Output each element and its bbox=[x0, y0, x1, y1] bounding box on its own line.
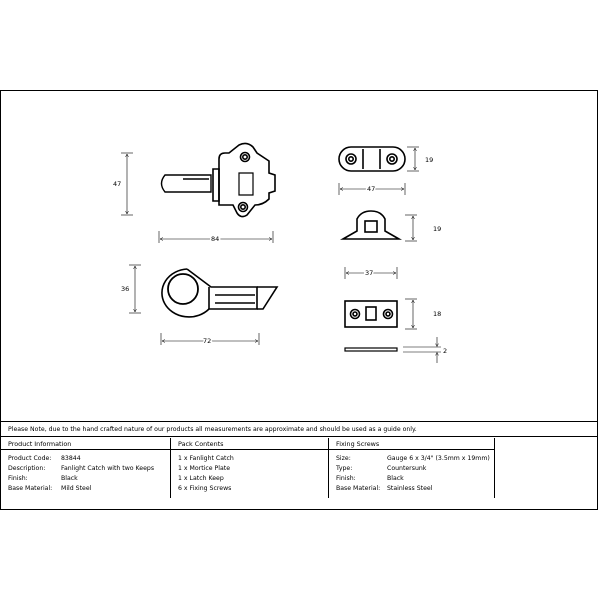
latch-keep-thickness-lines bbox=[403, 337, 441, 363]
info-tables bbox=[1, 438, 597, 510]
dim-latch-keep-thickness: 2 bbox=[443, 347, 448, 355]
technical-drawing bbox=[1, 91, 599, 421]
pack-contents-heading: Pack Contents bbox=[171, 438, 328, 450]
table-row: Product Code: 83844 bbox=[8, 455, 81, 462]
dim-plate-height: 19 bbox=[425, 156, 434, 164]
fixing-screws-table bbox=[329, 438, 495, 498]
latch-keep-dimension-lines bbox=[345, 267, 417, 329]
fanlight-keep-drawing bbox=[162, 269, 277, 317]
dim-latch-keep-width: 37 bbox=[365, 269, 374, 277]
list-item: 1 x Fanlight Catch bbox=[178, 455, 234, 462]
dim-plate-width: 47 bbox=[367, 185, 376, 193]
fixing-screws-heading: Fixing Screws bbox=[329, 438, 494, 450]
plate-side-dimension-lines bbox=[405, 215, 417, 241]
latch-keep-drawing bbox=[345, 301, 397, 327]
latch-keep-edge-drawing bbox=[345, 348, 397, 351]
catch-dimension-lines bbox=[121, 153, 273, 243]
table-row: Finish: Black bbox=[8, 475, 78, 482]
mortice-plate-top-drawing bbox=[339, 147, 405, 171]
fanlight-catch-drawing bbox=[162, 143, 276, 216]
dim-catch-height: 47 bbox=[113, 180, 122, 188]
spec-sheet bbox=[0, 90, 598, 510]
keep-dimension-lines bbox=[129, 265, 259, 345]
dim-latch-keep-height: 18 bbox=[433, 310, 442, 318]
table-row: Size: Gauge 6 x 3/4" (3.5mm x 19mm) bbox=[336, 455, 490, 462]
table-row: Base Material: Mild Steel bbox=[8, 485, 92, 492]
dim-catch-width: 84 bbox=[211, 235, 220, 243]
dim-keep-height: 36 bbox=[121, 285, 130, 293]
list-item: 6 x Fixing Screws bbox=[178, 485, 232, 492]
pack-contents-table bbox=[171, 438, 329, 498]
table-row: Type: Countersunk bbox=[336, 465, 427, 472]
mortice-plate-side-drawing bbox=[343, 211, 399, 239]
list-item: 1 x Latch Keep bbox=[178, 475, 224, 482]
dim-plate-side-height: 19 bbox=[433, 225, 442, 233]
measurement-note: Please Note, due to the hand crafted nature of our products all measurements are approximate and should be used as a guide only. bbox=[1, 421, 597, 437]
table-row: Base Material: Stainless Steel bbox=[336, 485, 433, 492]
table-row: Description: Fanlight Catch with two Keeps bbox=[8, 465, 155, 472]
dim-keep-width: 72 bbox=[203, 337, 212, 345]
list-item: 1 x Mortice Plate bbox=[178, 465, 230, 472]
product-information-heading: Product Information bbox=[1, 438, 170, 450]
product-information-table bbox=[1, 438, 171, 498]
table-row: Finish: Black bbox=[336, 475, 404, 482]
